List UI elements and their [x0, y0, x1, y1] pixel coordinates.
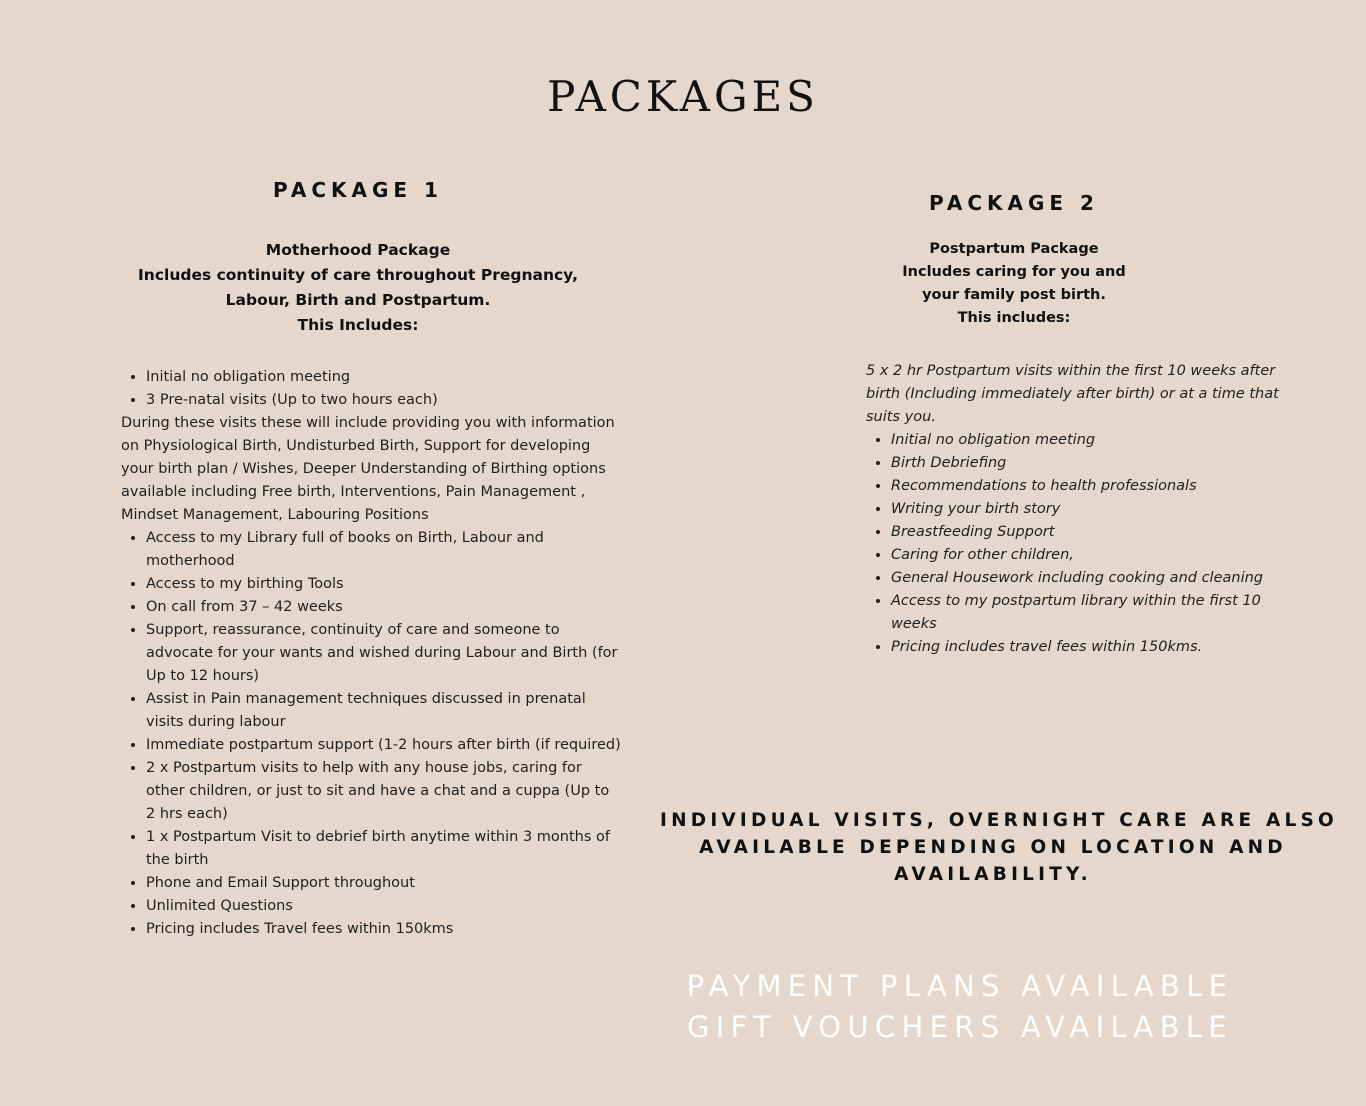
list-item: • Access to my Library full of books on Birth, Labour and motherhood — [146, 527, 621, 573]
package-1-heading: PACKAGE 1 — [273, 178, 443, 202]
package-1-intro — [100, 238, 616, 338]
package-2-list — [866, 429, 1286, 659]
package-1-list-b — [121, 527, 621, 941]
list-item: • Initial no obligation meeting — [891, 429, 1286, 452]
availability-notice — [660, 807, 1338, 888]
list-item: • Pricing includes travel fees within 150kms. — [891, 636, 1286, 659]
package-1-details — [121, 366, 621, 941]
list-item: • On call from 37 – 42 weeks — [146, 596, 621, 619]
list-item: • Access to my postpartum library within the first 10 weeks — [891, 590, 1286, 636]
package-1-intro-line: Includes continuity of care throughout Pregnancy, — [138, 266, 578, 284]
list-item: • Caring for other children, — [891, 544, 1286, 567]
page-title: PACKAGES — [547, 72, 819, 121]
package-2-intro — [860, 238, 1168, 330]
list-item: • Immediate postpartum support (1-2 hours after birth (if required) — [146, 734, 621, 757]
list-item: • Support, reassurance, continuity of care and someone to advocate for your wants and wished during Labour and Birth (for Up to 12 hours) — [146, 619, 621, 688]
list-item: • Assist in Pain management techniques discussed in prenatal visits during labour — [146, 688, 621, 734]
notice-line: INDIVIDUAL VISITS, OVERNIGHT CARE ARE ALSO — [660, 810, 1338, 831]
notice-line: AVAILABILITY. — [894, 864, 1092, 885]
list-item: • Writing your birth story — [891, 498, 1286, 521]
package-1-list-a — [121, 366, 621, 412]
package-1-name: Motherhood Package — [265, 241, 451, 259]
package-2-name: Postpartum Package — [929, 241, 1099, 257]
list-item: • Unlimited Questions — [146, 895, 621, 918]
payment-plans-text: PAYMENT PLANS AVAILABLE — [686, 969, 1234, 1003]
package-2-intro-line: Includes caring for you and — [902, 264, 1126, 280]
list-item: • 1 x Postpartum Visit to debrief birth anytime within 3 months of the birth — [146, 826, 621, 872]
package-1-paragraph: During these visits these will include providing you with information on Physiological Birth, Undisturbed Birth, Support for developing your birth plan / Wishes, Deeper Understanding of Birthing options available including Free birth, Interventions, Pain Management , Mindset Management, Labouring Positions — [121, 415, 615, 523]
list-item: • 2 x Postpartum visits to help with any house jobs, caring for other children, or just to sit and have a chat and a cuppa (Up to 2 hrs each) — [146, 757, 621, 826]
list-item: • Access to my birthing Tools — [146, 573, 621, 596]
gift-vouchers-text: GIFT VOUCHERS AVAILABLE — [687, 1010, 1233, 1044]
list-item: • Pricing includes Travel fees within 150kms — [146, 918, 621, 941]
package-2-paragraph: 5 x 2 hr Postpartum visits within the first 10 weeks after birth (Including immediately after birth) or at a time that suits you. — [866, 363, 1279, 425]
package-2-heading: PACKAGE 2 — [929, 191, 1099, 215]
list-item: • Birth Debriefing — [891, 452, 1286, 475]
package-1-intro-line: Labour, Birth and Postpartum. — [225, 291, 491, 309]
package-1-includes-label: This Includes: — [297, 316, 419, 334]
list-item: • Breastfeeding Support — [891, 521, 1286, 544]
list-item: • 3 Pre-natal visits (Up to two hours each) — [146, 389, 621, 412]
list-item: • Recommendations to health professionals — [891, 475, 1286, 498]
package-2-details — [866, 360, 1286, 659]
payment-options — [665, 966, 1255, 1048]
list-item: • Initial no obligation meeting — [146, 366, 621, 389]
package-2-includes-label: This includes: — [957, 310, 1071, 326]
list-item: • General Housework including cooking and cleaning — [891, 567, 1286, 590]
list-item: • Phone and Email Support throughout — [146, 872, 621, 895]
package-2-intro-line: your family post birth. — [922, 287, 1106, 303]
notice-line: AVAILABLE DEPENDING ON LOCATION AND — [699, 837, 1287, 858]
